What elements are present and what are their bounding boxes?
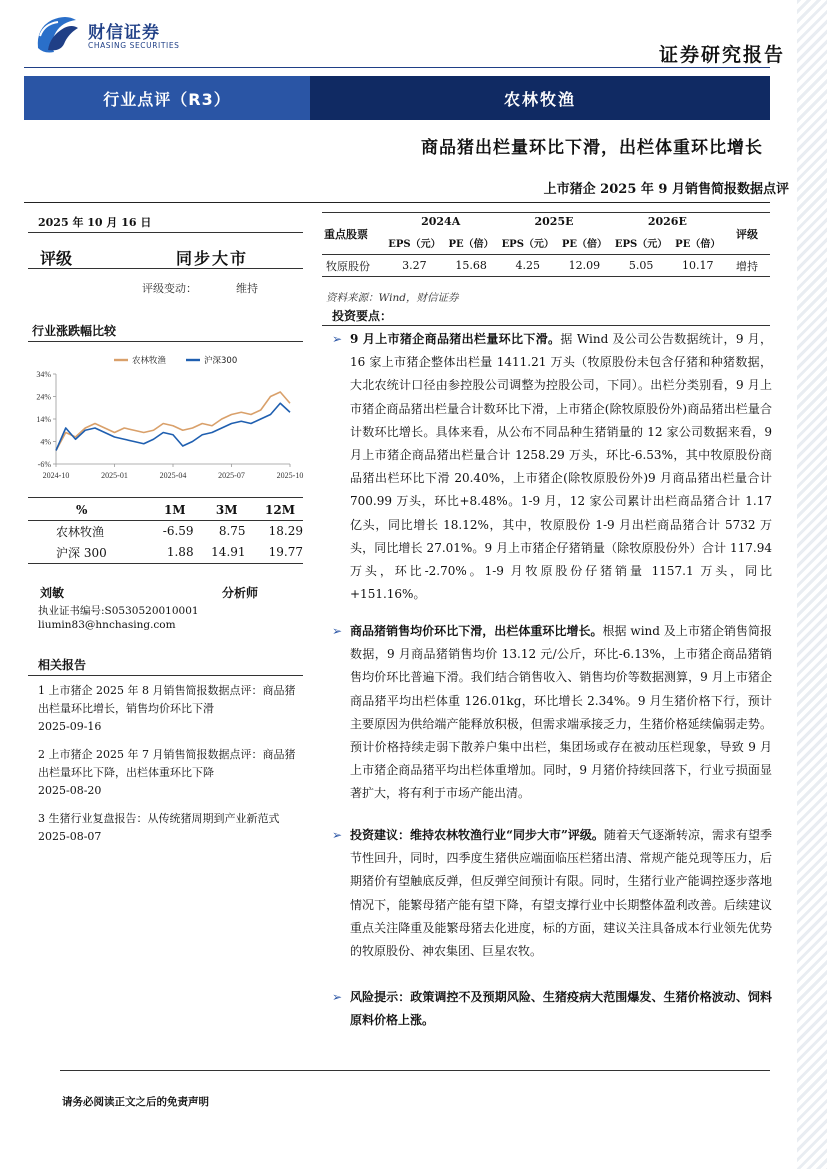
table-header: EPS（元） bbox=[614, 238, 668, 250]
row-label: 沪深 300 bbox=[56, 545, 107, 560]
related-report-date: 2025-09-16 bbox=[38, 720, 102, 733]
divider bbox=[28, 675, 303, 676]
cell-3m: 8.75 bbox=[218, 524, 246, 538]
key-point-body: 随着天气逐渐转凉，需求有望季节性回升，同时，四季度生猪供应端面临压栏猪出清、常规产能兑现等压力，后期猪价有望触底反弹，但反弹空间预计有限。同时，生猪行业产能调控逐步落地情况下，能繁母猪产能有望下降，有望支撑行业中长期整体盈利改善。后续建议重点关注降重及能繁母猪去化进度，标的方面，建议关注具备成本行业领先优势的牧原股份、神农集团、巨星农牧。 bbox=[350, 828, 772, 959]
cell-pe: 15.68 bbox=[455, 259, 487, 272]
performance-chart bbox=[28, 348, 304, 486]
related-report-item bbox=[38, 682, 300, 736]
table-row bbox=[28, 520, 303, 542]
analyst-name: 刘敏 bbox=[40, 586, 65, 600]
title-divider bbox=[24, 202, 770, 203]
y-tick-label: -6% bbox=[37, 460, 51, 469]
key-point-lead: 投资建议：维持农林牧渔行业“同步大市”评级。 bbox=[350, 828, 604, 842]
forecast-table bbox=[322, 212, 770, 277]
related-report-text: 2 上市猪企 2025 年 7 月销售简报数据点评：商品猪出栏量环比下降，出栏体重环比下降 bbox=[38, 748, 296, 779]
banner-category: 行业点评（R3） bbox=[24, 76, 310, 120]
table-row bbox=[322, 255, 770, 277]
table-header: PE（倍） bbox=[675, 238, 721, 250]
analyst-email: liumin83@hnchasing.com bbox=[38, 619, 176, 631]
bullet-icon: ➢ bbox=[332, 828, 343, 842]
table-header: EPS（元） bbox=[501, 238, 554, 250]
series-line-hs300 bbox=[56, 403, 290, 450]
cell-1m: -6.59 bbox=[162, 524, 194, 538]
table-header: 12M bbox=[265, 502, 295, 517]
x-tick-label: 2025-07 bbox=[218, 471, 245, 480]
rating-value: 同步大市 bbox=[176, 249, 249, 268]
row-label: 农林牧渔 bbox=[56, 524, 105, 539]
key-points-title: 投资要点： bbox=[332, 309, 393, 323]
performance-table bbox=[28, 500, 303, 564]
related-report-item bbox=[38, 746, 300, 800]
analyst-license: 执业证书编号:S0530520010001 bbox=[38, 605, 199, 617]
related-reports-title: 相关报告 bbox=[38, 658, 87, 672]
table-header: PE（倍） bbox=[448, 238, 494, 250]
divider bbox=[28, 268, 303, 269]
footer-divider bbox=[60, 1070, 770, 1071]
rating-change-value: 维持 bbox=[236, 282, 258, 295]
related-report-date: 2025-08-07 bbox=[38, 830, 102, 843]
related-report-text: 3 生猪行业复盘报告：从传统猪周期到产业新范式 bbox=[38, 812, 280, 825]
table-header-row bbox=[28, 500, 303, 520]
key-point-lead: 9 月上市猪企商品猪出栏量环比下滑。 bbox=[350, 332, 561, 346]
rating-label: 评级 bbox=[40, 249, 73, 268]
data-source: 资料来源：Wind，财信证券 bbox=[326, 292, 459, 304]
cell-3m: 14.91 bbox=[211, 545, 246, 559]
key-point-lead: 商品猪销售均价环比下滑，出栏体重环比增长。 bbox=[350, 624, 603, 638]
table-header: % bbox=[76, 502, 88, 517]
page-title: 商品猪出栏量环比下滑，出栏体重环比增长 bbox=[421, 138, 763, 158]
cell-12m: 19.77 bbox=[268, 545, 303, 559]
divider bbox=[28, 232, 303, 233]
x-tick-label: 2025-10 bbox=[276, 471, 304, 480]
key-point-paragraph bbox=[350, 328, 772, 606]
table-header: 评级 bbox=[736, 227, 758, 241]
key-point-paragraph bbox=[350, 986, 772, 1032]
legend-label: 农林牧渔 bbox=[132, 356, 167, 366]
report-date: 2025 年 10 月 16 日 bbox=[38, 216, 152, 229]
table-row bbox=[28, 542, 303, 564]
y-tick-label: 34% bbox=[36, 370, 51, 379]
table-header: 1M bbox=[163, 502, 186, 517]
banner-industry: 农林牧渔 bbox=[310, 76, 770, 120]
logo-subtext: CHASING SECURITIES bbox=[88, 41, 180, 50]
table-header: EPS（元） bbox=[388, 238, 441, 250]
decorative-stripe bbox=[797, 0, 827, 1169]
x-tick-label: 2025-01 bbox=[101, 471, 128, 480]
table-header: 2024A bbox=[421, 215, 461, 229]
bullet-icon: ➢ bbox=[332, 990, 343, 1004]
rating-change-label: 评级变动： bbox=[142, 282, 197, 295]
analyst-title: 分析师 bbox=[222, 586, 259, 600]
legend-label: 沪深300 bbox=[204, 356, 238, 366]
y-tick-label: 24% bbox=[36, 392, 51, 402]
divider bbox=[322, 325, 770, 326]
key-point-body: 据 Wind 及公司公告数据统计，9 月，16 家上市猪企整体出栏量 1411.21 万头（牧原股份未包含仔猪和种猪数据，大北农统计口径由参控股公司调整为控股公司，下同）。出栏分类别看，9 月上市猪企商品猪出栏量合计数环比下滑，上市猪企(除牧原股份外)商品猪出栏量合计数环比增长。具体来看，从公布不同品种生猪销量的 12 家公司数据来看，9 月上市猪企商品猪出栏量合计 1258.29 万头，环比-6.53%，其中牧原股份商品猪出栏环比下滑 20.40%，上市猪企(除牧原股份外)9 月商品猪出栏量合计 700.99 万头，环比+8.48%。1-9 月，12 家公司累计出栏商品猪合计 1.17 亿头，同比增长 18.12%，其中，牧原股份 1-9 月出栏商品猪合计 5732 万头，同比增长 27.01%。9 月上市猪企仔猪销量（除牧原股份外）合计 117.94 万头，环比-2.70%。1-9 月牧原股份仔猪销量 1157.1 万头，同比+151.16%。 bbox=[350, 332, 773, 602]
key-point-paragraph bbox=[350, 824, 772, 963]
bullet-icon: ➢ bbox=[332, 624, 343, 638]
chart-section-title: 行业涨跌幅比较 bbox=[32, 324, 117, 338]
table-header: 2025E bbox=[534, 215, 574, 229]
table-header: 2026E bbox=[647, 215, 687, 229]
header-divider bbox=[24, 67, 770, 68]
logo-text: 财信证券 bbox=[88, 23, 160, 43]
table-header-row bbox=[322, 231, 770, 255]
logo-icon bbox=[34, 14, 78, 54]
cell-pe: 12.09 bbox=[568, 259, 601, 272]
cell-pe: 10.17 bbox=[682, 259, 714, 272]
x-tick-label: 2024-10 bbox=[42, 471, 70, 480]
bullet-icon: ➢ bbox=[332, 332, 343, 346]
disclaimer-note: 请务必阅读正文之后的免责声明 bbox=[62, 1096, 209, 1108]
report-type: 证券研究报告 bbox=[658, 44, 785, 66]
table-header: PE（倍） bbox=[561, 238, 607, 250]
related-report-item bbox=[38, 810, 300, 846]
divider bbox=[28, 341, 303, 342]
y-tick-label: 4% bbox=[40, 437, 51, 447]
stock-name: 牧原股份 bbox=[326, 259, 370, 273]
cell-eps: 3.27 bbox=[402, 259, 427, 272]
cell-eps: 4.25 bbox=[515, 259, 540, 272]
cell-eps: 5.05 bbox=[628, 259, 654, 272]
table-header-row bbox=[322, 213, 770, 231]
cell-12m: 18.29 bbox=[268, 524, 303, 538]
divider bbox=[28, 497, 303, 498]
key-point-lead: 风险提示：政策调控不及预期风险、生猪疫病大范围爆发、生猪价格波动、饲料原料价格上涨。 bbox=[350, 990, 772, 1028]
cell-rating: 增持 bbox=[736, 259, 758, 273]
cell-1m: 1.88 bbox=[166, 545, 194, 559]
x-tick-label: 2025-04 bbox=[159, 471, 187, 480]
table-header: 3M bbox=[215, 502, 238, 517]
related-report-text: 1 上市猪企 2025 年 8 月销售简报数据点评：商品猪出栏量环比增长，销售均价环比下滑 bbox=[38, 684, 296, 715]
related-report-date: 2025-08-20 bbox=[38, 784, 102, 797]
y-tick-label: 14% bbox=[36, 415, 51, 424]
key-point-body: 根据 wind 及上市猪企销售简报数据，9 月商品猪销售均价 13.12 元/公斤，环比-6.13%，上市猪企商品猪销售均价环比普遍下滑。我们结合销售收入、销售均价等数据测算，9 月上市猪企商品猪平均出栏体重 126.01kg，环比增长 2.34%。9 月生猪价格下行，预计主要原因为供给端产能释放积极，但需求端承接乏力，生猪价格延续偏弱走势。预计价格持续走弱下散养户集中出栏，集团场或存在被动压栏现象，导致 9 月上市猪企商品猪平均出栏体重增加。同时，9 月猪价持续回落下，行业亏损面显著扩大，将有利于市场产能出清。 bbox=[350, 624, 772, 801]
page-subtitle: 上市猪企 2025 年 9 月销售简报数据点评 bbox=[543, 182, 789, 197]
key-point-paragraph bbox=[350, 620, 772, 806]
table-header: 重点股票 bbox=[324, 227, 368, 241]
